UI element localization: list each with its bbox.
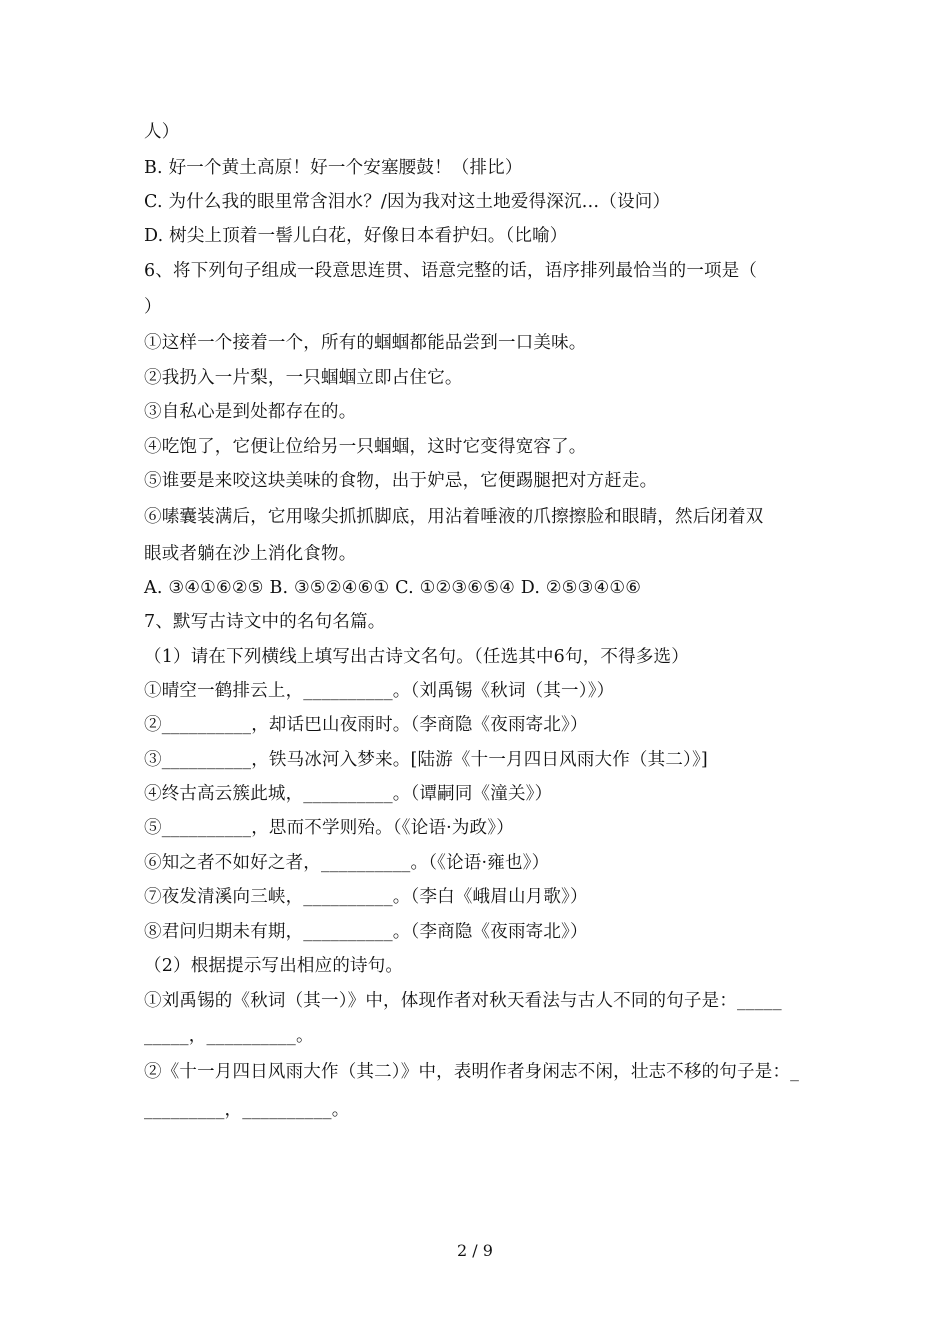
prompt-2: ②《十一月四日风雨大作（其二）》中，表明作者身闲志不闲，壮志不移的句子是：_ (144, 1062, 800, 1082)
question-6-options: A. ③④①⑥②⑤ B. ③⑤②④⑥① C. ①②③⑥⑤④ D. ②⑤③④①⑥ (144, 578, 642, 598)
question-7-part1-heading: （1）请在下列横线上填写出古诗文名句。（任选其中6句，不得多选） (144, 647, 689, 667)
poem-fill-2: ②__________，却话巴山夜雨时。（李商隐《夜雨寄北》） (144, 715, 588, 735)
poem-fill-7: ⑦夜发清溪向三峡，__________。（李白《峨眉山月歌》） (144, 887, 588, 907)
option-c: C. 为什么我的眼里常含泪水？/因为我对这土地爱得深沉…（设问） (144, 192, 671, 212)
question-6-stem-cont: ） (144, 297, 162, 317)
poem-fill-4: ④终古高云簇此城，__________。（谭嗣同《潼关》） (144, 784, 553, 804)
question-7-stem: 7、默写古诗文中的名句名篇。 (144, 612, 386, 632)
sentence-1: ①这样一个接着一个，所有的蝈蝈都能品尝到一口美味。 (144, 333, 587, 353)
option-d: D. 树尖上顶着一髻儿白花，好像日本看护妇。（比喻） (144, 226, 568, 246)
poem-fill-1: ①晴空一鹤排云上，__________。（刘禹锡《秋词（其一）》） (144, 681, 615, 701)
option-b: B. 好一个黄土高原！好一个安塞腰鼓！（排比） (144, 158, 523, 178)
sentence-3: ③自私心是到处都存在的。 (144, 402, 357, 422)
sentence-6-cont: 眼或者躺在沙上消化食物。 (144, 544, 357, 564)
poem-fill-3: ③__________，铁马冰河入梦来。[陆游《十一月四日风雨大作（其二）》] (144, 750, 708, 770)
sentence-5: ⑤谁要是来咬这块美味的食物，出于妒忌，它便踢腿把对方赶走。 (144, 471, 658, 491)
text-line: 人） (144, 122, 180, 142)
prompt-1: ①刘禹锡的《秋词（其一）》中，体现作者对秋天看法与古人不同的句子是：_____ (144, 991, 782, 1011)
sentence-6: ⑥嗉囊装满后，它用喙尖抓抓脚底，用沾着唾液的爪擦擦脸和眼睛，然后闭着双 (144, 507, 764, 527)
question-7-part2-heading: （2）根据提示写出相应的诗句。 (144, 956, 404, 976)
poem-fill-5: ⑤__________，思而不学则殆。（《论语·为政》） (144, 818, 514, 838)
question-6-stem: 6、将下列句子组成一段意思连贯、语意完整的话，语序排列最恰当的一项是（ (144, 261, 758, 281)
prompt-2-cont: _________，__________。 (144, 1100, 350, 1120)
sentence-2: ②我扔入一片梨，一只蝈蝈立即占住它。 (144, 368, 463, 388)
poem-fill-6: ⑥知之者不如好之者，__________。（《论语·雍也》） (144, 853, 550, 873)
prompt-1-cont: _____，__________。 (144, 1026, 314, 1046)
sentence-4: ④吃饱了，它便让位给另一只蝈蝈，这时它变得宽容了。 (144, 437, 587, 457)
poem-fill-8: ⑧君问归期未有期，__________。（李商隐《夜雨寄北》） (144, 922, 588, 942)
page-number: 2 / 9 (457, 1241, 493, 1260)
